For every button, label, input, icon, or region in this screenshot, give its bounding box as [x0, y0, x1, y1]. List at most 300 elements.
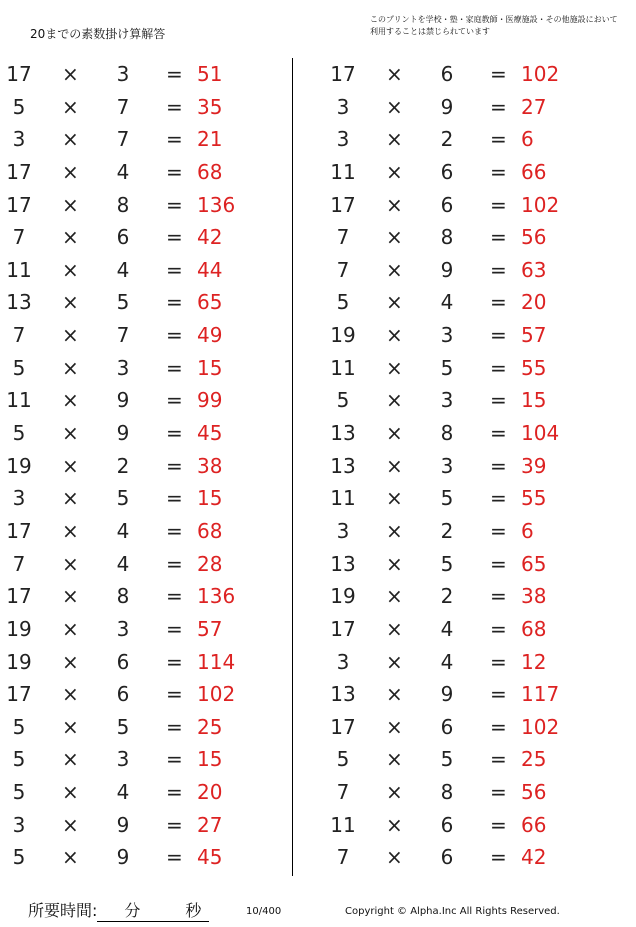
- answer: 35: [197, 94, 223, 119]
- answer: 65: [197, 290, 223, 315]
- multiplicand: 5: [12, 747, 26, 772]
- times-sign: ×: [386, 127, 403, 152]
- equals-sign: =: [490, 649, 507, 674]
- times-sign: ×: [62, 551, 79, 576]
- times-sign: ×: [62, 257, 79, 282]
- multiplier: 2: [116, 453, 130, 478]
- times-sign: ×: [62, 290, 79, 315]
- problem-row: [0, 482, 300, 515]
- equals-sign: =: [166, 290, 183, 315]
- multiplicand: 11: [330, 159, 356, 184]
- equals-sign: =: [166, 192, 183, 217]
- multiplier: 3: [440, 323, 454, 348]
- times-sign: ×: [386, 518, 403, 543]
- problem-row: [324, 613, 624, 646]
- multiplier: 9: [440, 94, 454, 119]
- time-taken-field: [28, 898, 209, 922]
- problem-row: [0, 58, 300, 91]
- multiplicand: 11: [330, 355, 356, 380]
- times-sign: ×: [62, 780, 79, 805]
- times-sign: ×: [62, 421, 79, 446]
- times-sign: ×: [386, 225, 403, 250]
- problem-row: [324, 743, 624, 776]
- multiplicand: 13: [330, 551, 356, 576]
- equals-sign: =: [490, 192, 507, 217]
- multiplicand: 17: [330, 192, 356, 217]
- multiplicand: 7: [12, 225, 26, 250]
- equals-sign: =: [166, 159, 183, 184]
- answer: 21: [197, 127, 223, 152]
- times-sign: ×: [62, 225, 79, 250]
- equals-sign: =: [166, 355, 183, 380]
- answer: 99: [197, 388, 223, 413]
- answer: 27: [197, 812, 223, 837]
- multiplicand: 5: [336, 290, 350, 315]
- times-sign: ×: [386, 551, 403, 576]
- problem-row: [324, 417, 624, 450]
- equals-sign: =: [490, 845, 507, 870]
- answer: 28: [197, 551, 223, 576]
- equals-sign: =: [490, 127, 507, 152]
- usage-notice: このプリントを学校・塾・家庭教師・医療施設・その他施設において利用することは禁じられています: [370, 15, 618, 36]
- answer: 136: [197, 192, 236, 217]
- answer: 66: [521, 812, 547, 837]
- multiplier: 6: [440, 192, 454, 217]
- equals-sign: =: [166, 94, 183, 119]
- answer: 6: [521, 127, 534, 152]
- minutes-blank: [97, 898, 167, 922]
- times-sign: ×: [386, 290, 403, 315]
- problem-row: [0, 580, 300, 613]
- multiplicand: 7: [12, 551, 26, 576]
- multiplicand: 11: [330, 812, 356, 837]
- time-label: 所要時間:: [28, 901, 98, 920]
- answer: 51: [197, 62, 223, 86]
- times-sign: ×: [62, 453, 79, 478]
- times-sign: ×: [62, 714, 79, 739]
- multiplier: 9: [440, 257, 454, 282]
- times-sign: ×: [62, 812, 79, 837]
- times-sign: ×: [62, 94, 79, 119]
- answer: 38: [197, 453, 223, 478]
- multiplier: 4: [116, 159, 130, 184]
- problem-row: [324, 776, 624, 809]
- multiplicand: 5: [336, 747, 350, 772]
- problem-row: [0, 841, 300, 874]
- answer: 57: [521, 323, 547, 348]
- multiplier: 3: [440, 453, 454, 478]
- multiplier: 6: [440, 812, 454, 837]
- multiplicand: 3: [336, 127, 350, 152]
- problem-column-left: [0, 58, 300, 874]
- multiplicand: 7: [336, 845, 350, 870]
- column-divider: [292, 58, 293, 876]
- answer: 42: [197, 225, 223, 250]
- times-sign: ×: [62, 486, 79, 511]
- problem-row: [324, 156, 624, 189]
- multiplier: 8: [440, 780, 454, 805]
- problem-row: [324, 450, 624, 483]
- multiplier: 4: [440, 290, 454, 315]
- problem-row: [0, 384, 300, 417]
- times-sign: ×: [386, 584, 403, 609]
- answer: 15: [197, 486, 223, 511]
- answer: 66: [521, 159, 547, 184]
- multiplicand: 17: [6, 192, 32, 217]
- equals-sign: =: [490, 62, 507, 86]
- problem-row: [324, 678, 624, 711]
- seconds-blank: [167, 898, 209, 922]
- multiplier: 5: [440, 486, 454, 511]
- equals-sign: =: [490, 421, 507, 446]
- equals-sign: =: [490, 159, 507, 184]
- equals-sign: =: [166, 257, 183, 282]
- answer: 63: [521, 257, 547, 282]
- multiplicand: 7: [336, 257, 350, 282]
- equals-sign: =: [166, 584, 183, 609]
- times-sign: ×: [386, 323, 403, 348]
- times-sign: ×: [62, 649, 79, 674]
- multiplier: 6: [116, 649, 130, 674]
- equals-sign: =: [166, 323, 183, 348]
- problem-column-right: [324, 58, 624, 874]
- multiplicand: 3: [336, 649, 350, 674]
- multiplicand: 17: [6, 584, 32, 609]
- answer: 114: [197, 649, 236, 674]
- multiplicand: 5: [12, 780, 26, 805]
- equals-sign: =: [166, 551, 183, 576]
- multiplicand: 5: [336, 388, 350, 413]
- problem-row: [0, 678, 300, 711]
- equals-sign: =: [166, 62, 183, 86]
- equals-sign: =: [490, 94, 507, 119]
- multiplier: 3: [116, 355, 130, 380]
- multiplier: 9: [116, 812, 130, 837]
- answer: 56: [521, 225, 547, 250]
- multiplier: 5: [116, 486, 130, 511]
- answer: 102: [521, 192, 560, 217]
- problem-row: [0, 646, 300, 679]
- problem-row: [324, 809, 624, 842]
- times-sign: ×: [62, 747, 79, 772]
- equals-sign: =: [490, 290, 507, 315]
- problem-row: [0, 417, 300, 450]
- equals-sign: =: [490, 812, 507, 837]
- multiplicand: 5: [12, 421, 26, 446]
- multiplier: 9: [116, 388, 130, 413]
- times-sign: ×: [386, 62, 403, 86]
- problem-row: [324, 482, 624, 515]
- answer: 68: [521, 616, 547, 641]
- problem-row: [0, 711, 300, 744]
- equals-sign: =: [166, 616, 183, 641]
- times-sign: ×: [62, 62, 79, 86]
- equals-sign: =: [490, 257, 507, 282]
- multiplicand: 3: [336, 94, 350, 119]
- problem-row: [324, 58, 624, 91]
- answer: 42: [521, 845, 547, 870]
- multiplicand: 3: [12, 486, 26, 511]
- times-sign: ×: [386, 388, 403, 413]
- multiplicand: 5: [12, 845, 26, 870]
- equals-sign: =: [490, 323, 507, 348]
- multiplier: 5: [116, 714, 130, 739]
- multiplicand: 7: [336, 225, 350, 250]
- multiplicand: 11: [330, 486, 356, 511]
- multiplicand: 13: [6, 290, 32, 315]
- multiplier: 4: [440, 616, 454, 641]
- answer: 20: [521, 290, 547, 315]
- answer: 55: [521, 486, 547, 511]
- problem-row: [324, 515, 624, 548]
- multiplicand: 5: [12, 355, 26, 380]
- multiplier: 2: [440, 127, 454, 152]
- multiplier: 6: [116, 682, 130, 707]
- multiplier: 2: [440, 518, 454, 543]
- times-sign: ×: [62, 616, 79, 641]
- multiplier: 3: [116, 747, 130, 772]
- times-sign: ×: [62, 323, 79, 348]
- problem-row: [0, 156, 300, 189]
- multiplier: 5: [440, 355, 454, 380]
- multiplicand: 3: [336, 518, 350, 543]
- equals-sign: =: [166, 780, 183, 805]
- problem-row: [324, 254, 624, 287]
- problem-row: [324, 711, 624, 744]
- problem-row: [0, 254, 300, 287]
- equals-sign: =: [166, 127, 183, 152]
- multiplier: 9: [440, 682, 454, 707]
- multiplier: 4: [116, 780, 130, 805]
- problem-row: [0, 352, 300, 385]
- multiplicand: 17: [6, 518, 32, 543]
- equals-sign: =: [490, 388, 507, 413]
- multiplicand: 19: [330, 584, 356, 609]
- multiplier: 2: [440, 584, 454, 609]
- multiplier: 4: [116, 257, 130, 282]
- equals-sign: =: [490, 616, 507, 641]
- equals-sign: =: [490, 486, 507, 511]
- multiplier: 3: [440, 388, 454, 413]
- equals-sign: =: [490, 747, 507, 772]
- problem-row: [324, 580, 624, 613]
- problem-row: [324, 384, 624, 417]
- equals-sign: =: [166, 714, 183, 739]
- multiplicand: 13: [330, 421, 356, 446]
- answer: 27: [521, 94, 547, 119]
- answer: 15: [197, 355, 223, 380]
- multiplicand: 7: [336, 780, 350, 805]
- multiplicand: 19: [6, 616, 32, 641]
- equals-sign: =: [166, 225, 183, 250]
- problem-row: [324, 123, 624, 156]
- multiplier: 4: [440, 649, 454, 674]
- answer: 15: [197, 747, 223, 772]
- times-sign: ×: [386, 159, 403, 184]
- problem-row: [0, 613, 300, 646]
- minutes-unit: 分: [124, 901, 141, 920]
- problem-row: [0, 189, 300, 222]
- problem-row: [0, 776, 300, 809]
- multiplier: 8: [440, 421, 454, 446]
- times-sign: ×: [386, 780, 403, 805]
- multiplier: 6: [440, 845, 454, 870]
- multiplicand: 3: [12, 812, 26, 837]
- multiplicand: 17: [6, 682, 32, 707]
- answer: 104: [521, 421, 560, 446]
- answer: 45: [197, 421, 223, 446]
- equals-sign: =: [490, 453, 507, 478]
- equals-sign: =: [490, 682, 507, 707]
- answer: 65: [521, 551, 547, 576]
- problem-row: [324, 91, 624, 124]
- multiplier: 9: [116, 421, 130, 446]
- times-sign: ×: [386, 94, 403, 119]
- multiplicand: 3: [12, 127, 26, 152]
- answer: 49: [197, 323, 223, 348]
- answer: 102: [521, 62, 560, 86]
- answer: 44: [197, 257, 223, 282]
- answer: 56: [521, 780, 547, 805]
- equals-sign: =: [490, 551, 507, 576]
- answer: 55: [521, 355, 547, 380]
- multiplier: 5: [440, 551, 454, 576]
- equals-sign: =: [166, 453, 183, 478]
- multiplier: 6: [440, 714, 454, 739]
- multiplicand: 13: [330, 682, 356, 707]
- times-sign: ×: [62, 388, 79, 413]
- problem-row: [0, 743, 300, 776]
- answer: 117: [521, 682, 560, 707]
- answer: 20: [197, 780, 223, 805]
- times-sign: ×: [62, 584, 79, 609]
- answer: 136: [197, 584, 236, 609]
- times-sign: ×: [62, 355, 79, 380]
- seconds-unit: 秒: [185, 901, 202, 920]
- times-sign: ×: [62, 127, 79, 152]
- multiplier: 5: [440, 747, 454, 772]
- multiplicand: 11: [6, 388, 32, 413]
- answer: 45: [197, 845, 223, 870]
- answer: 25: [521, 747, 547, 772]
- copyright-text: Copyright © Alpha.Inc All Rights Reserved.: [345, 906, 560, 917]
- multiplier: 4: [116, 518, 130, 543]
- multiplier: 6: [116, 225, 130, 250]
- equals-sign: =: [490, 518, 507, 543]
- equals-sign: =: [490, 714, 507, 739]
- problem-row: [0, 91, 300, 124]
- multiplicand: 17: [330, 62, 356, 86]
- problem-row: [0, 319, 300, 352]
- multiplier: 7: [116, 127, 130, 152]
- equals-sign: =: [166, 421, 183, 446]
- worksheet-title: 20までの素数掛け算解答: [30, 27, 166, 41]
- multiplicand: 17: [6, 159, 32, 184]
- multiplicand: 5: [12, 714, 26, 739]
- equals-sign: =: [166, 845, 183, 870]
- equals-sign: =: [490, 584, 507, 609]
- times-sign: ×: [386, 616, 403, 641]
- times-sign: ×: [386, 649, 403, 674]
- multiplier: 7: [116, 323, 130, 348]
- problem-row: [324, 548, 624, 581]
- multiplier: 6: [440, 62, 454, 86]
- times-sign: ×: [386, 845, 403, 870]
- multiplicand: 19: [6, 649, 32, 674]
- problem-row: [324, 221, 624, 254]
- times-sign: ×: [62, 159, 79, 184]
- problem-row: [324, 352, 624, 385]
- times-sign: ×: [386, 453, 403, 478]
- answer: 25: [197, 714, 223, 739]
- equals-sign: =: [166, 518, 183, 543]
- answer: 39: [521, 453, 547, 478]
- equals-sign: =: [166, 682, 183, 707]
- multiplier: 5: [116, 290, 130, 315]
- answer: 57: [197, 616, 223, 641]
- problem-row: [0, 450, 300, 483]
- times-sign: ×: [386, 714, 403, 739]
- multiplicand: 19: [330, 323, 356, 348]
- multiplicand: 7: [12, 323, 26, 348]
- times-sign: ×: [386, 747, 403, 772]
- multiplier: 4: [116, 551, 130, 576]
- answer: 68: [197, 159, 223, 184]
- times-sign: ×: [62, 192, 79, 217]
- equals-sign: =: [166, 649, 183, 674]
- multiplicand: 17: [330, 714, 356, 739]
- problem-row: [0, 548, 300, 581]
- multiplicand: 19: [6, 453, 32, 478]
- multiplicand: 17: [6, 62, 32, 86]
- equals-sign: =: [166, 486, 183, 511]
- answer: 15: [521, 388, 547, 413]
- multiplicand: 13: [330, 453, 356, 478]
- answer: 38: [521, 584, 547, 609]
- times-sign: ×: [386, 355, 403, 380]
- multiplicand: 11: [6, 257, 32, 282]
- problem-row: [0, 809, 300, 842]
- times-sign: ×: [386, 421, 403, 446]
- problem-row: [0, 123, 300, 156]
- problem-row: [324, 319, 624, 352]
- problem-row: [324, 841, 624, 874]
- answer: 102: [521, 714, 560, 739]
- equals-sign: =: [490, 780, 507, 805]
- answer: 68: [197, 518, 223, 543]
- answer: 102: [197, 682, 236, 707]
- problem-row: [0, 286, 300, 319]
- multiplier: 9: [116, 845, 130, 870]
- multiplier: 3: [116, 62, 130, 86]
- answer: 6: [521, 518, 534, 543]
- equals-sign: =: [490, 355, 507, 380]
- multiplicand: 5: [12, 94, 26, 119]
- problem-row: [0, 221, 300, 254]
- times-sign: ×: [62, 682, 79, 707]
- equals-sign: =: [166, 747, 183, 772]
- problem-row: [324, 646, 624, 679]
- times-sign: ×: [62, 845, 79, 870]
- multiplier: 6: [440, 159, 454, 184]
- multiplier: 8: [116, 584, 130, 609]
- page-number: 10/400: [246, 906, 282, 917]
- multiplier: 7: [116, 94, 130, 119]
- multiplier: 3: [116, 616, 130, 641]
- equals-sign: =: [166, 388, 183, 413]
- multiplier: 8: [116, 192, 130, 217]
- times-sign: ×: [386, 192, 403, 217]
